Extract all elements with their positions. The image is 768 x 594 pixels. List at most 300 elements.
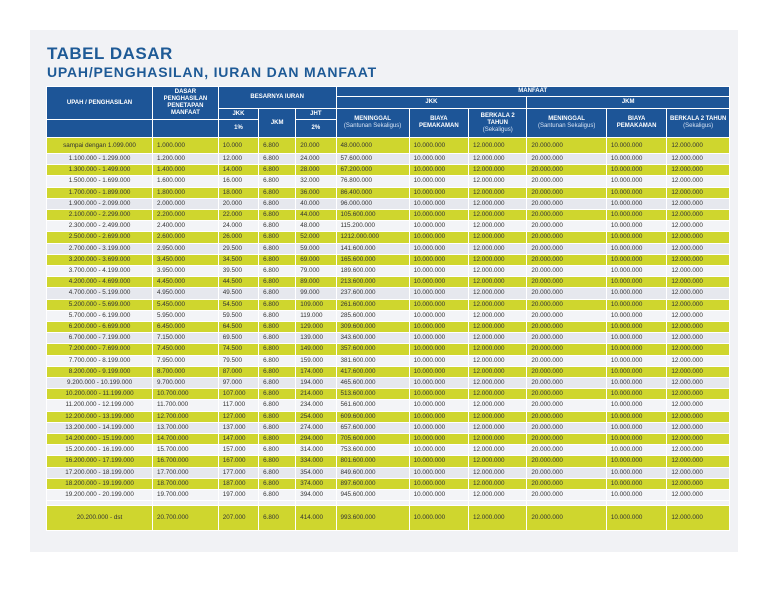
- table-cell: 1212.000.000: [336, 232, 409, 243]
- header-jht: JHT: [296, 109, 336, 120]
- table-cell: 6.800: [259, 506, 296, 531]
- table-cell: 10.000.000: [409, 445, 468, 456]
- table-cell: 48.000: [296, 221, 336, 232]
- table-cell: 20.000.000: [527, 254, 607, 265]
- table-row: [47, 299, 730, 310]
- table-cell: 87.000: [218, 366, 258, 377]
- table-cell: 10.000.000: [409, 154, 468, 165]
- table-cell: 3.950.000: [153, 266, 219, 277]
- table-row: [47, 138, 730, 154]
- table-cell: 20.000.000: [527, 490, 607, 501]
- table-cell: 314.000: [296, 445, 336, 456]
- table-cell: 18.000: [218, 187, 258, 198]
- table-cell: 10.000.000: [606, 478, 666, 489]
- table-row: [47, 277, 730, 288]
- table-cell: 39.500: [218, 266, 258, 277]
- table-cell: 12.000.000: [667, 355, 730, 366]
- table-cell: 4.700.000 - 5.199.000: [47, 288, 153, 299]
- table-cell: 12.000.000: [667, 333, 730, 344]
- table-cell: 12.000.000: [469, 333, 527, 344]
- table-cell: 394.000: [296, 490, 336, 501]
- page-subtitle: UPAH/PENGHASILAN, IURAN DAN MANFAAT: [47, 64, 378, 80]
- table-cell: 10.000.000: [606, 138, 666, 154]
- page-title: TABEL DASAR: [47, 44, 173, 63]
- table-cell: 8.700.000: [153, 366, 219, 377]
- table-cell: 10.000: [218, 138, 258, 154]
- table-row: [47, 187, 730, 198]
- table-row: [47, 434, 730, 445]
- table-cell: 20.000.000: [527, 456, 607, 467]
- table-cell: 12.000.000: [469, 456, 527, 467]
- table-cell: 6.800: [259, 322, 296, 333]
- table-cell: 1.900.000 - 2.099.000: [47, 198, 153, 209]
- table-cell: 20.200.000 - dst: [47, 506, 153, 531]
- table-row: [47, 333, 730, 344]
- table-cell: 10.000.000: [606, 254, 666, 265]
- table-cell: 12.000.000: [667, 456, 730, 467]
- table-cell: 6.800: [259, 355, 296, 366]
- table-cell: 139.000: [296, 333, 336, 344]
- table-cell: 6.800: [259, 422, 296, 433]
- table-cell: 10.000.000: [409, 165, 468, 176]
- table-cell: 26.000: [218, 232, 258, 243]
- table-cell: 12.000.000: [667, 490, 730, 501]
- table-cell: 20.000.000: [527, 288, 607, 299]
- table-cell: 10.000.000: [606, 310, 666, 321]
- table-cell: 6.200.000 - 6.699.000: [47, 322, 153, 333]
- table-cell: 2.400.000: [153, 221, 219, 232]
- table-cell: 7.150.000: [153, 333, 219, 344]
- table-cell: 10.000.000: [606, 198, 666, 209]
- table-cell: 15.700.000: [153, 445, 219, 456]
- table-cell: 705.600.000: [336, 434, 409, 445]
- table-cell: 12.000.000: [667, 221, 730, 232]
- table-cell: 10.000.000: [606, 243, 666, 254]
- table-cell: 10.000.000: [606, 322, 666, 333]
- table-cell: 10.000.000: [606, 490, 666, 501]
- table-row: [47, 232, 730, 243]
- table-row: [47, 378, 730, 389]
- table-cell: 19.700.000: [153, 490, 219, 501]
- table-row: [47, 355, 730, 366]
- table-cell: 2.950.000: [153, 243, 219, 254]
- table-cell: 6.800: [259, 434, 296, 445]
- table-cell: 54.500: [218, 299, 258, 310]
- table-cell: 381.600.000: [336, 355, 409, 366]
- table-cell: 20.000.000: [527, 176, 607, 187]
- table-cell: 109.000: [296, 299, 336, 310]
- table-cell: 561.600.000: [336, 400, 409, 411]
- table-cell: 10.000.000: [606, 187, 666, 198]
- header-manfaat-jkk: JKK: [336, 97, 527, 109]
- table-row: [47, 422, 730, 433]
- rates-table: [46, 86, 730, 531]
- table-row: [47, 400, 730, 411]
- table-cell: 12.000.000: [469, 355, 527, 366]
- table-cell: 10.700.000: [153, 389, 219, 400]
- table-cell: 20.000.000: [527, 210, 607, 221]
- table-cell: 7.700.000 - 8.199.000: [47, 355, 153, 366]
- table-cell: 20.000.000: [527, 299, 607, 310]
- table-cell: 12.000.000: [469, 434, 527, 445]
- table-cell: 20.000.000: [527, 344, 607, 355]
- table-cell: 67.200.000: [336, 165, 409, 176]
- table-cell: 141.600.000: [336, 243, 409, 254]
- table-cell: 20.700.000: [153, 506, 219, 531]
- table-cell: 10.000.000: [409, 422, 468, 433]
- table-cell: 6.700.000 - 7.199.000: [47, 333, 153, 344]
- header-meninggal-label: MENINGGAL: [354, 116, 391, 122]
- table-cell: 12.000.000: [469, 506, 527, 531]
- table-cell: 7.450.000: [153, 344, 219, 355]
- table-cell: 6.800: [259, 288, 296, 299]
- table-cell: 6.800: [259, 266, 296, 277]
- header-biaya: BIAYA PEMAKAMAN: [409, 109, 468, 138]
- table-cell: 10.000.000: [409, 232, 468, 243]
- table-cell: 174.000: [296, 366, 336, 377]
- table-cell: 10.000.000: [409, 378, 468, 389]
- header-meninggal-jkm-label: MENINGGAL: [548, 116, 585, 122]
- table-cell: 32.000: [296, 176, 336, 187]
- table-cell: 97.000: [218, 378, 258, 389]
- table-row: [47, 210, 730, 221]
- table-cell: 20.000.000: [527, 333, 607, 344]
- table-cell: 10.000.000: [409, 322, 468, 333]
- table-cell: 159.000: [296, 355, 336, 366]
- table-cell: 6.800: [259, 176, 296, 187]
- table-cell: 12.200.000 - 13.199.000: [47, 411, 153, 422]
- table-cell: 10.000.000: [606, 456, 666, 467]
- table-cell: 20.000.000: [527, 400, 607, 411]
- table-cell: 294.000: [296, 434, 336, 445]
- table-cell: 12.000.000: [667, 288, 730, 299]
- table-cell: 4.950.000: [153, 288, 219, 299]
- table-cell: 753.600.000: [336, 445, 409, 456]
- header-jkk: JKK: [218, 109, 258, 120]
- table-cell: 465.600.000: [336, 378, 409, 389]
- table-row: [47, 266, 730, 277]
- table-cell: 52.000: [296, 232, 336, 243]
- table-cell: 9.200.000 - 10.199.000: [47, 378, 153, 389]
- table-row: [47, 467, 730, 478]
- table-cell: 20.000.000: [527, 221, 607, 232]
- table-cell: 12.000.000: [469, 288, 527, 299]
- table-cell: 8.200.000 - 9.199.000: [47, 366, 153, 377]
- table-cell: 44.500: [218, 277, 258, 288]
- table-cell: 945.600.000: [336, 490, 409, 501]
- table-cell: 20.000: [296, 138, 336, 154]
- table-cell: 6.450.000: [153, 322, 219, 333]
- table-cell: 6.800: [259, 187, 296, 198]
- table-cell: 187.000: [218, 478, 258, 489]
- table-cell: 177.000: [218, 467, 258, 478]
- table-cell: 12.000.000: [469, 210, 527, 221]
- table-cell: sampai dengan 1.099.000: [47, 138, 153, 154]
- table-cell: 10.000.000: [606, 378, 666, 389]
- table-cell: 147.000: [218, 434, 258, 445]
- header-upah: UPAH / PENGHASILAN: [47, 87, 153, 120]
- header-berkala-label: BERKALA 2 TAHUN: [480, 112, 515, 126]
- table-cell: 417.600.000: [336, 366, 409, 377]
- table-row: [47, 411, 730, 422]
- table-row: [47, 243, 730, 254]
- table-cell: 57.600.000: [336, 154, 409, 165]
- table-cell: 12.000.000: [469, 422, 527, 433]
- table-cell: 10.000.000: [409, 198, 468, 209]
- table-cell: 20.000.000: [527, 277, 607, 288]
- header-berkala-sub: (Sekaligus): [482, 126, 513, 133]
- table-cell: 12.000.000: [667, 198, 730, 209]
- header-manfaat-jkm: JKM: [527, 97, 730, 109]
- table-cell: 12.000.000: [469, 187, 527, 198]
- table-cell: 234.000: [296, 400, 336, 411]
- table-cell: 20.000.000: [527, 310, 607, 321]
- table-cell: 13.700.000: [153, 422, 219, 433]
- table-cell: 6.800: [259, 490, 296, 501]
- table-row: [47, 506, 730, 531]
- table-cell: 197.000: [218, 490, 258, 501]
- table-cell: 10.000.000: [409, 490, 468, 501]
- table-cell: 189.600.000: [336, 266, 409, 277]
- table-cell: 849.600.000: [336, 467, 409, 478]
- table-cell: 10.000.000: [606, 506, 666, 531]
- header-berkala: [469, 109, 527, 138]
- table-cell: 12.000.000: [469, 310, 527, 321]
- header-berkala-jkm-label: BERKALA 2 TAHUN: [670, 116, 727, 122]
- table-cell: 10.000.000: [409, 478, 468, 489]
- table-cell: 10.000.000: [409, 434, 468, 445]
- table-cell: 10.000.000: [409, 277, 468, 288]
- table-cell: 12.000.000: [667, 232, 730, 243]
- table-cell: 6.800: [259, 232, 296, 243]
- table-cell: 10.000.000: [606, 299, 666, 310]
- table-cell: 20.000.000: [527, 378, 607, 389]
- table-cell: 12.000.000: [469, 221, 527, 232]
- table-cell: 5.700.000 - 6.199.000: [47, 310, 153, 321]
- table-cell: 12.000.000: [469, 322, 527, 333]
- table-cell: 10.000.000: [409, 456, 468, 467]
- table-cell: 49.500: [218, 288, 258, 299]
- table-cell: 20.000.000: [527, 165, 607, 176]
- table-cell: 36.000: [296, 187, 336, 198]
- table-cell: 12.000.000: [667, 378, 730, 389]
- table-cell: 34.500: [218, 254, 258, 265]
- table-cell: 96.000.000: [336, 198, 409, 209]
- table-cell: 285.600.000: [336, 310, 409, 321]
- header-berkala-jkm: [667, 109, 730, 138]
- table-cell: 334.000: [296, 456, 336, 467]
- table-cell: 20.000: [218, 198, 258, 209]
- table-cell: 2.200.000: [153, 210, 219, 221]
- table-cell: 6.800: [259, 366, 296, 377]
- table-row: [47, 478, 730, 489]
- table-cell: 12.000.000: [667, 138, 730, 154]
- table-cell: 513.600.000: [336, 389, 409, 400]
- table-cell: 12.000.000: [667, 322, 730, 333]
- table-cell: 20.000.000: [527, 187, 607, 198]
- table-cell: 20.000.000: [527, 232, 607, 243]
- table-cell: 15.200.000 - 16.199.000: [47, 445, 153, 456]
- table-cell: 12.000.000: [469, 138, 527, 154]
- table-cell: 10.000.000: [606, 389, 666, 400]
- table-cell: 10.000.000: [606, 221, 666, 232]
- table-cell: 10.000.000: [606, 288, 666, 299]
- table-cell: 1.500.000 - 1.699.000: [47, 176, 153, 187]
- table-cell: 10.000.000: [606, 333, 666, 344]
- table-cell: 897.600.000: [336, 478, 409, 489]
- table-row: [47, 445, 730, 456]
- table-cell: 12.000.000: [667, 400, 730, 411]
- table-cell: 2.100.000 - 2.299.000: [47, 210, 153, 221]
- table-cell: 5.200.000 - 5.699.000: [47, 299, 153, 310]
- table-cell: 12.000.000: [469, 198, 527, 209]
- table-cell: 12.000.000: [469, 478, 527, 489]
- table-cell: 9.700.000: [153, 378, 219, 389]
- table-cell: 12.000.000: [667, 310, 730, 321]
- table-cell: 10.000.000: [409, 344, 468, 355]
- table-body: [47, 138, 730, 531]
- table-cell: 993.600.000: [336, 506, 409, 531]
- table-cell: 1.100.000 - 1.299.000: [47, 154, 153, 165]
- table-cell: 20.000.000: [527, 445, 607, 456]
- table-cell: 20.000.000: [527, 366, 607, 377]
- table-cell: 10.000.000: [606, 232, 666, 243]
- header-meninggal-jkm-sub: (Santunan Sekaligus): [537, 123, 596, 129]
- table-cell: 6.800: [259, 221, 296, 232]
- table-cell: 4.450.000: [153, 277, 219, 288]
- table-cell: 10.000.000: [606, 355, 666, 366]
- table-cell: 48.000.000: [336, 138, 409, 154]
- table-cell: 12.000.000: [667, 389, 730, 400]
- table-cell: 194.000: [296, 378, 336, 389]
- table-cell: 10.000.000: [606, 277, 666, 288]
- table-cell: 20.000.000: [527, 138, 607, 154]
- table-cell: 12.000.000: [667, 266, 730, 277]
- table-cell: 20.000.000: [527, 434, 607, 445]
- table-cell: 20.000.000: [527, 266, 607, 277]
- table-cell: 40.000: [296, 198, 336, 209]
- table-cell: 17.200.000 - 18.199.000: [47, 467, 153, 478]
- table-cell: 117.000: [218, 400, 258, 411]
- table-cell: 10.000.000: [409, 288, 468, 299]
- table-cell: 127.000: [218, 411, 258, 422]
- table-cell: 12.000.000: [667, 434, 730, 445]
- table-cell: 6.800: [259, 445, 296, 456]
- table-cell: 64.500: [218, 322, 258, 333]
- table-cell: 99.000: [296, 288, 336, 299]
- table-cell: 20.000.000: [527, 355, 607, 366]
- table-cell: 609.600.000: [336, 411, 409, 422]
- table-cell: 10.000.000: [409, 138, 468, 154]
- table-cell: 12.000.000: [667, 277, 730, 288]
- table-cell: 6.800: [259, 277, 296, 288]
- table-cell: 12.700.000: [153, 411, 219, 422]
- table-cell: 10.000.000: [409, 310, 468, 321]
- table-row: [47, 456, 730, 467]
- header-jkm: JKM: [259, 109, 296, 138]
- table-cell: 76.800.000: [336, 176, 409, 187]
- header-manfaat: MANFAAT: [336, 87, 730, 97]
- table-cell: 10.000.000: [606, 400, 666, 411]
- table-cell: 10.000.000: [409, 176, 468, 187]
- header-besarnya-iuran: BESARNYA IURAN: [218, 87, 336, 109]
- table-cell: 157.000: [218, 445, 258, 456]
- table-cell: 12.000.000: [667, 154, 730, 165]
- table-cell: 12.000.000: [667, 422, 730, 433]
- table-cell: 10.000.000: [606, 422, 666, 433]
- table-cell: 6.800: [259, 400, 296, 411]
- table-cell: 115.200.000: [336, 221, 409, 232]
- table-cell: 6.800: [259, 165, 296, 176]
- header-berkala-jkm-sub: (Sekaligus): [683, 123, 714, 129]
- table-cell: 10.000.000: [409, 506, 468, 531]
- table-cell: 343.600.000: [336, 333, 409, 344]
- table-cell: 12.000.000: [469, 400, 527, 411]
- table-cell: 214.000: [296, 389, 336, 400]
- table-cell: 12.000.000: [469, 266, 527, 277]
- table-cell: 6.800: [259, 254, 296, 265]
- table-cell: 11.200.000 - 12.199.000: [47, 400, 153, 411]
- table-cell: 59.000: [296, 243, 336, 254]
- table-cell: 20.000.000: [527, 411, 607, 422]
- table-cell: 10.000.000: [606, 445, 666, 456]
- table-cell: 12.000.000: [667, 506, 730, 531]
- table-cell: 12.000.000: [667, 299, 730, 310]
- table-cell: 44.000: [296, 210, 336, 221]
- table-cell: 6.800: [259, 310, 296, 321]
- table-cell: 12.000: [218, 154, 258, 165]
- table-cell: 7.950.000: [153, 355, 219, 366]
- table-cell: 12.000.000: [667, 478, 730, 489]
- table-cell: 10.000.000: [409, 411, 468, 422]
- table-cell: 107.000: [218, 389, 258, 400]
- table-cell: 28.000: [296, 165, 336, 176]
- table-cell: 12.000.000: [667, 467, 730, 478]
- table-cell: 10.000.000: [606, 434, 666, 445]
- table-cell: 20.000.000: [527, 422, 607, 433]
- table-cell: 12.000.000: [469, 445, 527, 456]
- table-cell: 137.000: [218, 422, 258, 433]
- table-cell: 16.700.000: [153, 456, 219, 467]
- table-cell: 79.500: [218, 355, 258, 366]
- table-cell: 12.000.000: [469, 378, 527, 389]
- table-cell: 12.000.000: [667, 210, 730, 221]
- table-cell: 6.800: [259, 389, 296, 400]
- table-cell: 69.000: [296, 254, 336, 265]
- table-cell: 6.800: [259, 478, 296, 489]
- table-cell: 6.800: [259, 378, 296, 389]
- header-biaya-jkm: BIAYA PEMAKAMAN: [606, 109, 666, 138]
- table-cell: 10.000.000: [606, 266, 666, 277]
- table-row: [47, 490, 730, 501]
- table-cell: 12.000.000: [469, 176, 527, 187]
- table-cell: 1.800.000: [153, 187, 219, 198]
- table-cell: 16.200.000 - 17.199.000: [47, 456, 153, 467]
- table-cell: 5.450.000: [153, 299, 219, 310]
- table-cell: 18.700.000: [153, 478, 219, 489]
- table-cell: 12.000.000: [667, 176, 730, 187]
- table-cell: 3.200.000 - 3.699.000: [47, 254, 153, 265]
- table-cell: 10.000.000: [409, 299, 468, 310]
- header-dasar: DASAR PENGHASILAN PENETAPAN MANFAAT: [153, 87, 219, 120]
- table-cell: 1.700.000 - 1.899.000: [47, 187, 153, 198]
- table-cell: 20.000.000: [527, 154, 607, 165]
- table-cell: 12.000.000: [469, 154, 527, 165]
- table-cell: 20.000.000: [527, 243, 607, 254]
- table-row: [47, 389, 730, 400]
- table-cell: 10.000.000: [409, 210, 468, 221]
- table-cell: 7.200.000 - 7.699.000: [47, 344, 153, 355]
